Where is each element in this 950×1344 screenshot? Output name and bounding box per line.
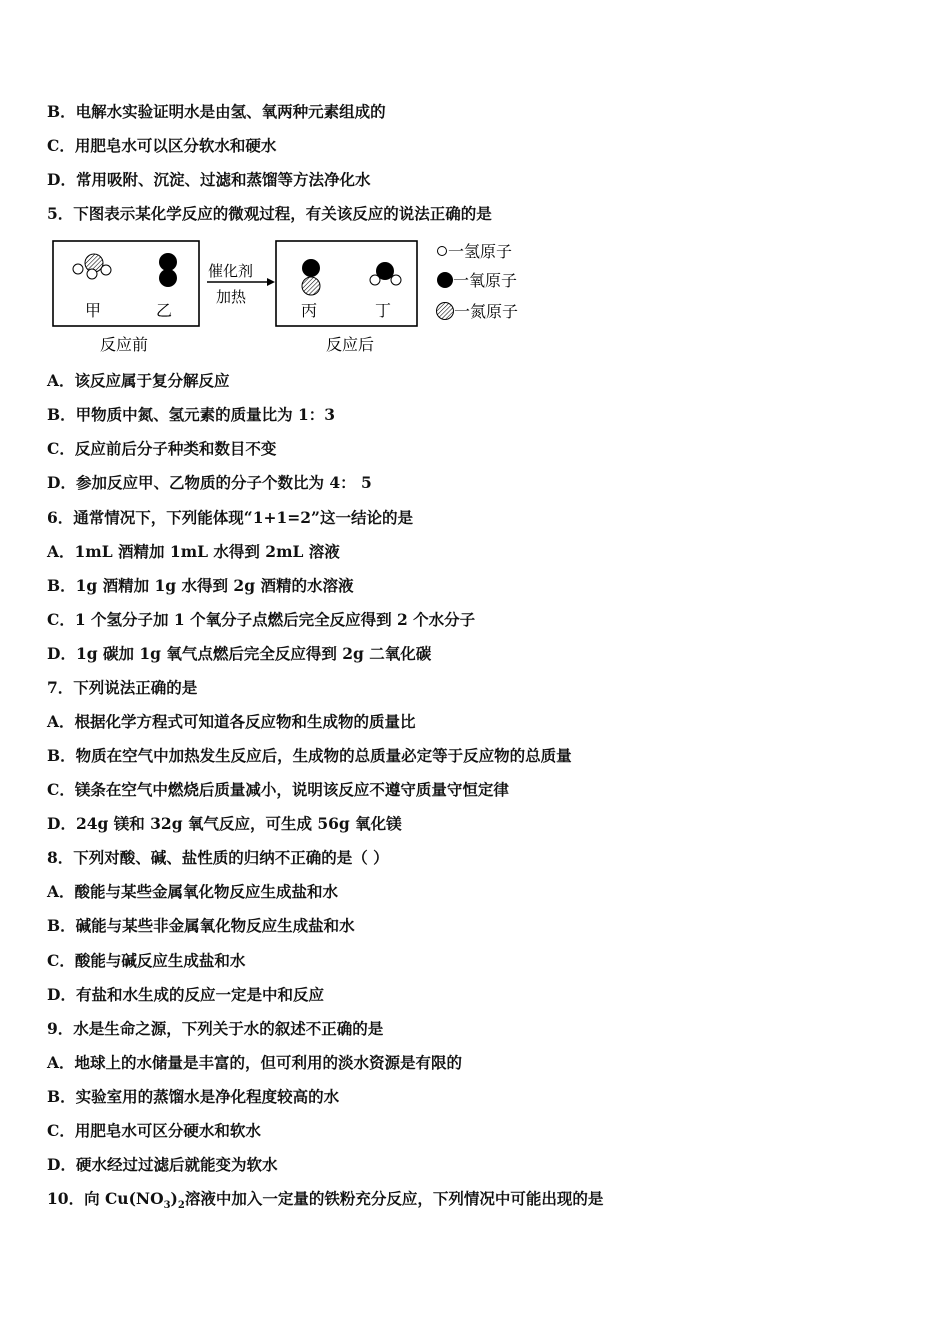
caption-before: 反应前: [100, 335, 149, 354]
option-8d: D．有盐和水生成的反应一定是中和反应: [47, 985, 324, 1004]
question-9: 9．水是生命之源，下列关于水的叙述不正确的是: [47, 1019, 384, 1038]
legend-oxygen: 一氧原子: [453, 271, 518, 290]
caption-after: 反应后: [326, 335, 375, 354]
condition-heat: 加热: [216, 288, 247, 306]
option-8b: B．碱能与某些非金属氧化物反应生成盐和水: [47, 916, 355, 935]
option-5c: C．反应前后分子种类和数目不变: [47, 439, 277, 458]
option-7b: B．物质在空气中加热发生反应后，生成物的总质量必定等于反应物的总质量: [47, 746, 572, 765]
question-5: 5．下图表示某化学反应的微观过程，有关该反应的说法正确的是: [47, 204, 492, 223]
label-yi: 乙: [156, 301, 173, 320]
option-7d: D．24g 镁和 32g 氧气反应，可生成 56g 氧化镁: [47, 814, 402, 833]
option-6c: C．1 个氢分子加 1 个氧分子点燃后完全反应得到 2 个水分子: [47, 610, 476, 629]
q10-suffix: 溶液中加入一定量的铁粉充分反应，下列情况中可能出现的是: [184, 1189, 604, 1208]
molecule-bing-icon: [302, 259, 320, 295]
legend-nitrogen: 一氮原子: [454, 302, 519, 321]
q10-sub2: 2: [177, 1200, 185, 1212]
option-6d: D．1g 碳加 1g 氧气点燃后完全反应得到 2g 二氧化碳: [47, 644, 432, 663]
question-10: [47, 1189, 603, 1216]
label-jia: 甲: [85, 301, 102, 320]
condition-catalyst: 催化剂: [208, 262, 254, 280]
option-4c: C．用肥皂水可以区分软水和硬水: [47, 136, 277, 155]
option-7c: C．镁条在空气中燃烧后质量减小，说明该反应不遵守质量守恒定律: [47, 780, 509, 799]
q10-prefix: 10．向 Cu(NO: [47, 1189, 164, 1208]
option-4b: B．电解水实验证明水是由氢、氧两种元素组成的: [47, 102, 386, 121]
reaction-arrow-head: [267, 278, 275, 286]
legend-hydrogen: 一氢原子: [448, 242, 513, 261]
option-6b: B．1g 酒精加 1g 水得到 2g 酒精的水溶液: [47, 576, 354, 595]
option-8a: A．酸能与某些金属氧化物反应生成盐和水: [47, 882, 339, 901]
label-bing: 丙: [301, 301, 318, 320]
reaction-diagram: [50, 235, 550, 360]
option-5b: B．甲物质中氮、氢元素的质量比为 1：3: [47, 405, 336, 424]
option-6a: A．1mL 酒精加 1mL 水得到 2mL 溶液: [47, 542, 340, 561]
legend-oxygen-icon: [437, 272, 453, 288]
question-6: 6．通常情况下，下列能体现“1+1=2”这一结论的是: [47, 508, 413, 527]
legend-hydrogen-icon: [438, 247, 447, 256]
option-9c: C．用肥皂水可区分硬水和软水: [47, 1121, 261, 1140]
option-7a: A．根据化学方程式可知道各反应物和生成物的质量比: [47, 712, 416, 731]
label-ding: 丁: [375, 301, 392, 320]
option-9b: B．实验室用的蒸馏水是净化程度较高的水: [47, 1087, 340, 1106]
molecule-jia-icon: [73, 254, 111, 279]
before-box: [53, 241, 199, 326]
option-5a: A．该反应属于复分解反应: [47, 371, 230, 390]
option-9d: D．硬水经过过滤后就能变为软水: [47, 1155, 278, 1174]
option-5d: D．参加反应甲、乙物质的分子个数比为 4： 5: [47, 473, 372, 492]
option-4d: D．常用吸附、沉淀、过滤和蒸馏等方法净化水: [47, 170, 371, 189]
option-9a: A．地球上的水储量是丰富的，但可利用的淡水资源是有限的: [47, 1053, 463, 1072]
molecule-ding-icon: [370, 262, 401, 285]
question-7: 7．下列说法正确的是: [47, 678, 198, 697]
q10-mid: ): [170, 1189, 178, 1208]
legend-nitrogen-icon: [437, 303, 454, 320]
option-8c: C．酸能与碱反应生成盐和水: [47, 951, 246, 970]
question-8: 8．下列对酸、碱、盐性质的归纳不正确的是（ ）: [47, 848, 389, 867]
q10-sub1: 3: [163, 1200, 171, 1212]
molecule-yi-icon: [159, 253, 177, 287]
